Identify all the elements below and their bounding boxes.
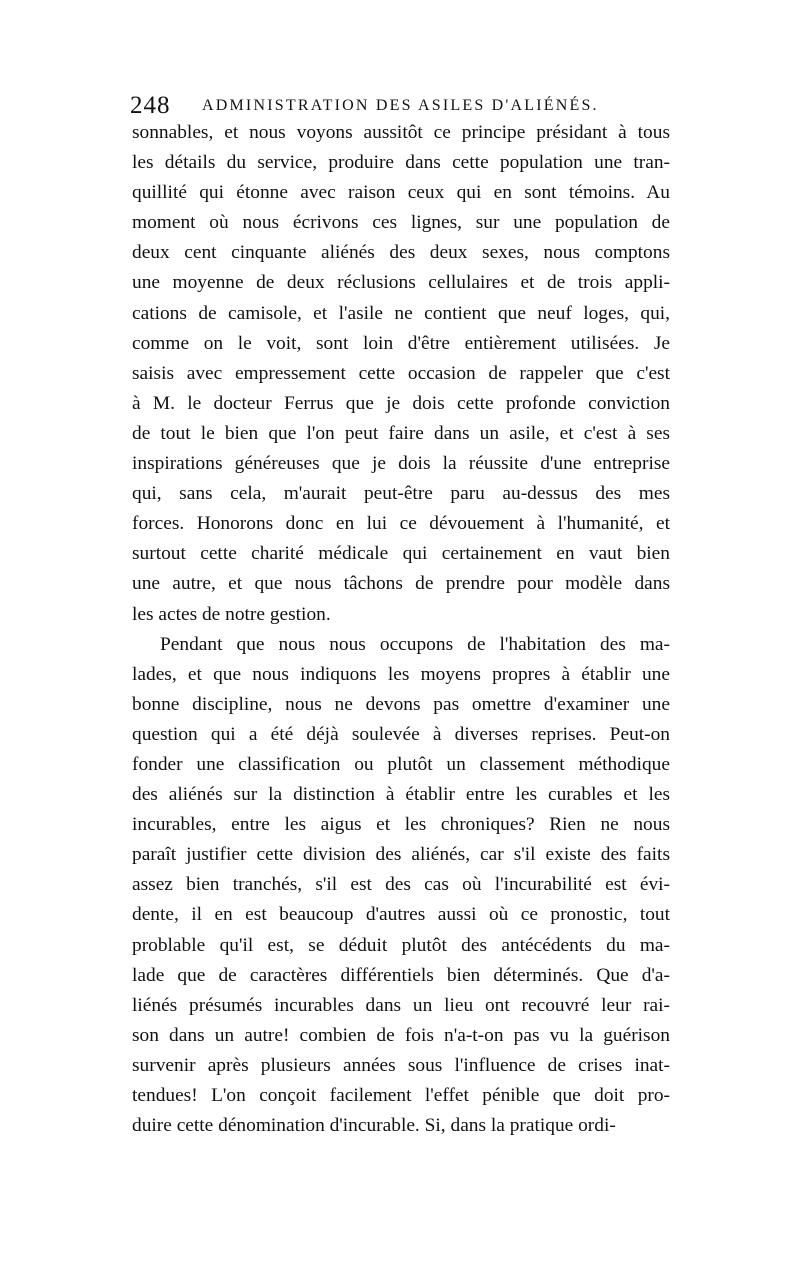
text-line: incurables, entre les aigus et les chroniques? Rien ne nous <box>132 814 670 836</box>
running-title: ADMINISTRATION DES ASILES D'ALIÉNÉS. <box>202 97 599 114</box>
text-line: des aliénés sur la distinction à établir entre les curables et les <box>132 784 670 806</box>
text-line: lades, et que nous indiquons les moyens propres à établir une <box>132 663 670 685</box>
text-line: deux cent cinquante aliénés des deux sexes, nous comptons <box>132 242 670 264</box>
text-line: problable qu'il est, se déduit plutôt des antécédents du ma- <box>132 934 670 956</box>
text-line: question qui a été déjà soulevée à diverses reprises. Peut-on <box>132 723 670 745</box>
text-line: sonnables, et nous voyons aussitôt ce principe présidant à tous <box>132 122 670 143</box>
body-text <box>132 118 670 1141</box>
text-line: quillité qui étonne avec raison ceux qui en sont témoins. Au <box>132 182 670 204</box>
text-line: bonne discipline, nous ne devons pas omettre d'examiner une <box>132 693 670 715</box>
text-line: surtout cette charité médicale qui certainement en vaut bien <box>132 543 670 565</box>
text-line: survenir après plusieurs années sous l'influence de crises inat- <box>132 1054 670 1076</box>
text-line: une autre, et que nous tâchons de prendre pour modèle dans <box>132 573 670 595</box>
paragraph <box>132 118 670 630</box>
text-line: les détails du service, produire dans cette population une tran- <box>132 152 670 174</box>
text-line: forces. Honorons donc en lui ce dévouement à l'humanité, et <box>132 513 670 535</box>
text-line: comme on le voit, sont loin d'être entièrement utilisées. Je <box>132 332 670 354</box>
text-line: de tout le bien que l'on peut faire dans un asile, et c'est à ses <box>132 422 670 444</box>
text-line: duire cette dénomination d'incurable. Si, dans la pratique ordi- <box>132 1115 616 1137</box>
paragraph <box>132 630 670 1142</box>
text-line: Pendant que nous nous occupons de l'habitation des ma- <box>160 633 670 655</box>
text-line: saisis avec empressement cette occasion de rappeler que c'est <box>132 362 670 384</box>
text-line: dente, il en est beaucoup d'autres aussi où ce pronostic, tout <box>132 904 670 926</box>
text-line: qui, sans cela, m'aurait peut-être paru au-dessus des mes <box>132 483 670 505</box>
page-number: 248 <box>130 92 171 119</box>
text-line: cations de camisole, et l'asile ne contient que neuf loges, qui, <box>132 302 670 324</box>
text-line: son dans un autre! combien de fois n'a-t-on pas vu la guérison <box>132 1024 670 1046</box>
text-line: une moyenne de deux réclusions cellulaires et de trois appli- <box>132 272 670 294</box>
text-line: fonder une classification ou plutôt un classement méthodique <box>132 753 670 775</box>
text-line: paraît justifier cette division des aliénés, car s'il existe des faits <box>132 844 670 866</box>
text-line: moment où nous écrivons ces lignes, sur une population de <box>132 212 670 234</box>
text-line: les actes de notre gestion. <box>132 603 331 625</box>
text-line: lade que de caractères différentiels bien déterminés. Que d'a- <box>132 964 670 986</box>
text-line: à M. le docteur Ferrus que je dois cette profonde conviction <box>132 392 670 414</box>
text-line: assez bien tranchés, s'il est des cas où l'incurabilité est évi- <box>132 874 670 896</box>
text-line: inspirations généreuses que je dois la réussite d'une entreprise <box>132 453 670 475</box>
text-line: tendues! L'on conçoit facilement l'effet pénible que doit pro- <box>132 1085 670 1106</box>
text-line: liénés présumés incurables dans un lieu ont recouvré leur rai- <box>132 994 670 1016</box>
